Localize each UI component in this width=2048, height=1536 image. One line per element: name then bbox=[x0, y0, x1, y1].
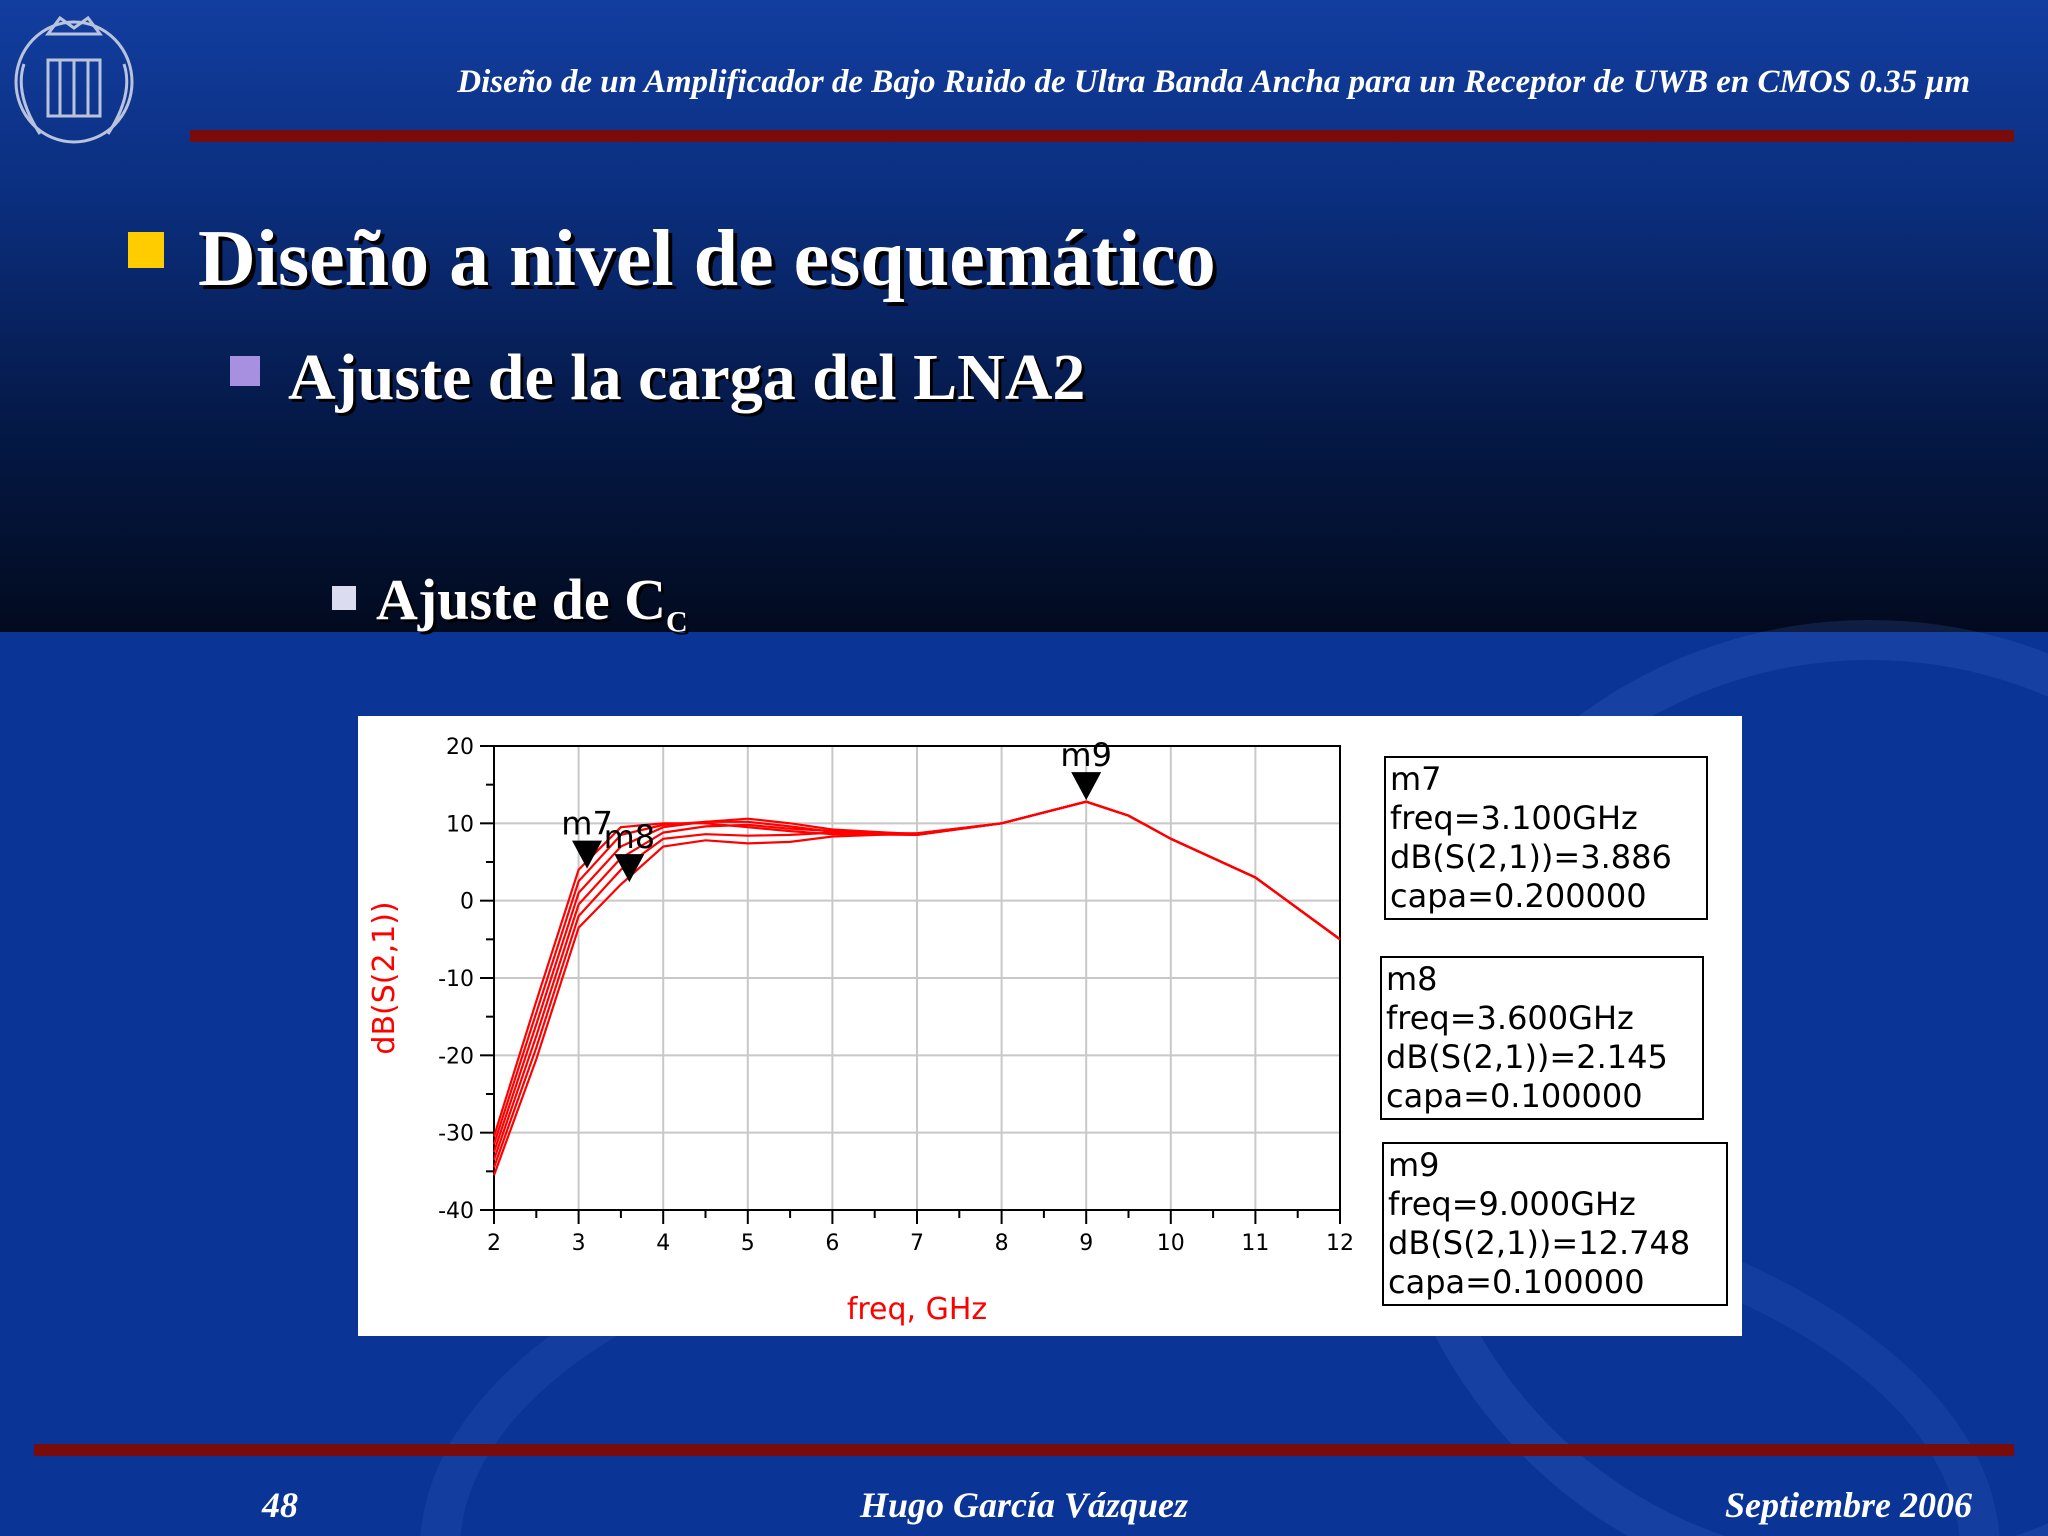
x-tick-label: 10 bbox=[1156, 1231, 1185, 1256]
x-tick-label: 12 bbox=[1326, 1231, 1354, 1256]
marker-readout-line: dB(S(2,1))=12.748 bbox=[1388, 1224, 1691, 1262]
marker-label: m8 bbox=[603, 818, 656, 857]
marker-readout-m8 bbox=[1380, 956, 1704, 1120]
y-tick-label: 20 bbox=[446, 735, 474, 760]
x-tick-label: 8 bbox=[994, 1231, 1009, 1256]
x-tick-label: 9 bbox=[1079, 1231, 1094, 1256]
marker-readout-m9 bbox=[1382, 1142, 1728, 1306]
marker-readout-m7 bbox=[1384, 756, 1708, 920]
x-axis-label: freq, GHz bbox=[846, 1292, 988, 1327]
x-tick-label: 4 bbox=[656, 1231, 671, 1256]
marker-readout-line: capa=0.200000 bbox=[1390, 877, 1647, 915]
university-crest-logo bbox=[4, 4, 144, 150]
bullet-level-1: Diseño a nivel de esquemático bbox=[198, 215, 1216, 303]
footer-rule bbox=[34, 1444, 2014, 1456]
y-tick-label: 10 bbox=[446, 812, 474, 838]
bullet-level-2: Ajuste de la carga del LNA2 bbox=[288, 341, 1086, 414]
bullet-square-icon bbox=[128, 232, 164, 268]
marker-label: m9 bbox=[1060, 736, 1112, 775]
page-number: 48 bbox=[262, 1485, 298, 1525]
header-title: Diseño de un Amplificador de Bajo Ruido de Ultra Banda Ancha para un Receptor de UWB en CMOS 0.35 µm bbox=[457, 64, 1970, 100]
marker-readout-line: freq=9.000GHz bbox=[1388, 1185, 1636, 1223]
s21-chart bbox=[358, 716, 1742, 1336]
x-tick-label: 5 bbox=[740, 1231, 755, 1256]
marker-label: m7 bbox=[561, 804, 613, 843]
marker-readout-line: m7 bbox=[1390, 760, 1442, 798]
y-tick-label: -20 bbox=[438, 1044, 474, 1070]
y-tick-label: -10 bbox=[438, 967, 474, 992]
x-tick-label: 3 bbox=[571, 1231, 586, 1256]
x-tick-label: 2 bbox=[487, 1231, 501, 1256]
y-axis-label: dB(S(2,1)) bbox=[367, 901, 402, 1055]
marker-readout-line: capa=0.100000 bbox=[1388, 1263, 1645, 1301]
marker-readout-line: capa=0.100000 bbox=[1386, 1077, 1643, 1115]
y-tick-label: -30 bbox=[438, 1121, 474, 1147]
y-tick-label: -40 bbox=[438, 1199, 474, 1224]
y-tick-label: 0 bbox=[460, 889, 474, 915]
marker-readout-line: freq=3.100GHz bbox=[1390, 799, 1638, 837]
marker-readout-line: m9 bbox=[1388, 1146, 1440, 1184]
marker-readout-line: m8 bbox=[1386, 960, 1438, 998]
footer-date: Septiembre 2006 bbox=[1725, 1485, 1972, 1525]
bullet-level-3-text: Ajuste de C bbox=[376, 567, 666, 632]
marker-readout-line: freq=3.600GHz bbox=[1386, 999, 1634, 1037]
marker-readout-line: dB(S(2,1))=3.886 bbox=[1390, 838, 1672, 876]
bullet-square-icon bbox=[332, 586, 356, 610]
x-tick-label: 11 bbox=[1241, 1231, 1270, 1256]
x-tick-label: 7 bbox=[910, 1231, 924, 1256]
bullet-level-3-subscript: C bbox=[665, 605, 688, 639]
footer-author: Hugo García Vázquez bbox=[859, 1485, 1189, 1525]
marker-readout-line: dB(S(2,1))=2.145 bbox=[1386, 1038, 1668, 1076]
x-tick-label: 6 bbox=[825, 1231, 840, 1256]
marker-triangle-icon bbox=[572, 841, 602, 869]
marker-triangle-icon bbox=[1071, 772, 1101, 800]
bullet-square-icon bbox=[230, 356, 260, 386]
bullet-level-3 bbox=[376, 566, 688, 640]
header-rule bbox=[190, 130, 2014, 142]
